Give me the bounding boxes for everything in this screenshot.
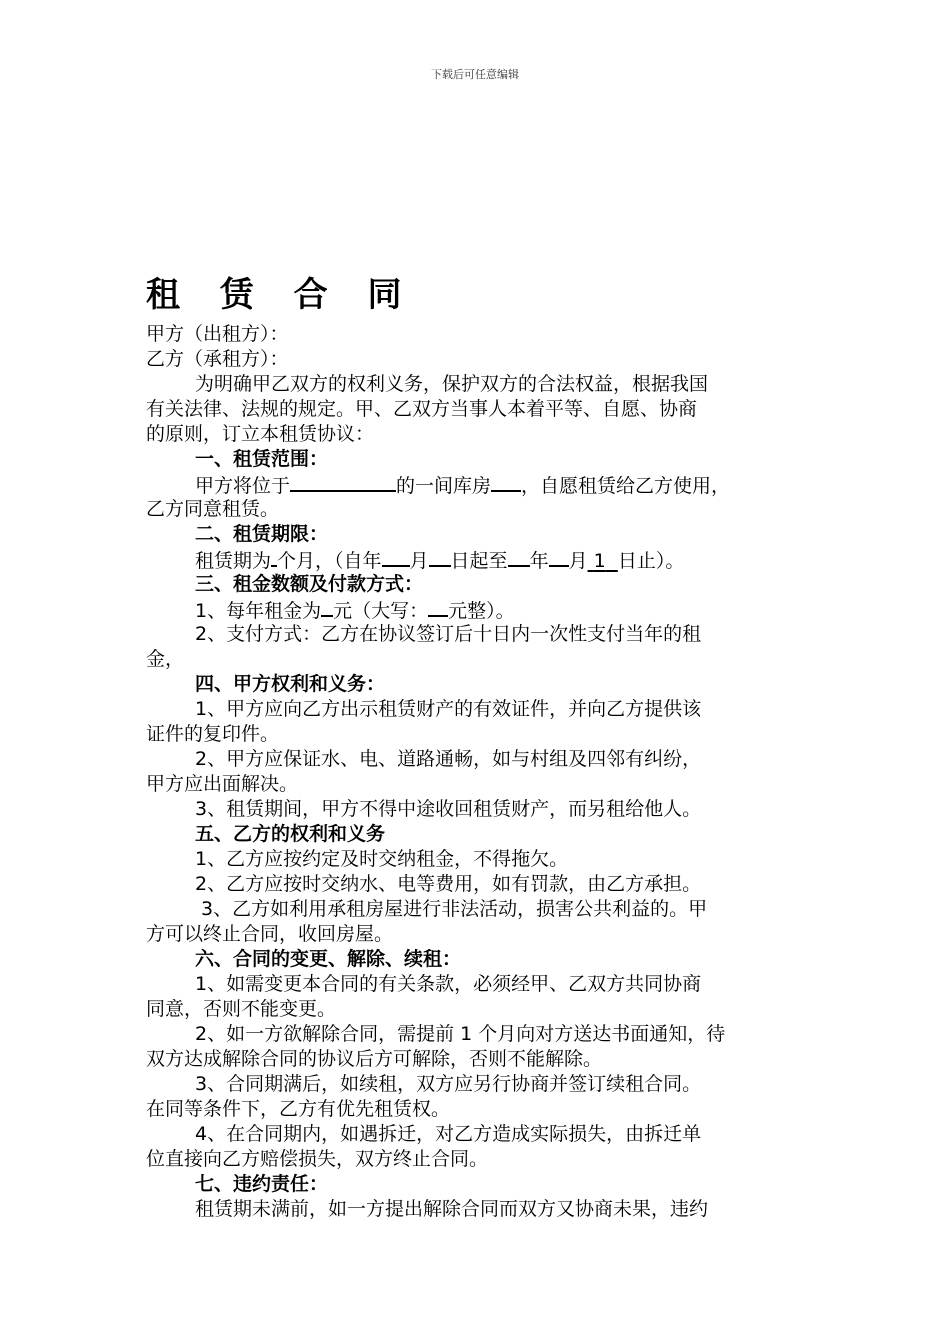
section-5-item-1: 1、乙方应按约定及时交纳租金，不得拖欠。 bbox=[195, 848, 569, 870]
document-title: 租 赁 合 同 bbox=[146, 275, 416, 315]
header-note: 下载后可任意编辑 bbox=[431, 68, 519, 81]
section-7-para-1: 租赁期未满前，如一方提出解除合同而双方又协商未果，违约 bbox=[195, 1198, 709, 1220]
section-3-item-2-line-1: 2、支付方式：乙方在协议签订后十日内一次性支付当年的租 bbox=[195, 623, 702, 645]
section-6-heading: 六、合同的变更、解除、续租： bbox=[195, 948, 462, 970]
section-6-item-3-line-1: 3、合同期满后，如续租，双方应另行协商并签订续租合同。 bbox=[195, 1073, 702, 1095]
section-6-item-4-line-2: 位直接向乙方赔偿损失，双方终止合同。 bbox=[146, 1148, 489, 1170]
section-3-heading: 三、租金数额及付款方式： bbox=[195, 573, 424, 595]
party-b-line: 乙方（承租方）： bbox=[146, 348, 289, 370]
end-day-value: 1 bbox=[593, 550, 606, 572]
location-blank bbox=[290, 472, 396, 492]
section-6-item-1-line-2: 同意，否则不能变更。 bbox=[146, 998, 337, 1020]
section-6-item-2-line-2: 双方达成解除合同的协议后方可解除，否则不能解除。 bbox=[146, 1048, 603, 1070]
intro-line-2: 有关法律、法规的规定。甲、乙双方当事人本着平等、自愿、协商 bbox=[146, 398, 698, 420]
section-4-item-3: 3、租赁期间，甲方不得中途收回租赁财产，而另租给他人。 bbox=[195, 798, 702, 820]
section-4-item-2-line-2: 甲方应出面解决。 bbox=[146, 773, 299, 795]
section-5-item-3-line-1: 3、乙方如利用承租房屋进行非法活动，损害公共利益的。甲 bbox=[195, 898, 708, 920]
section-3-item-1: 1、每年租金为 元（大写： 元整）。 bbox=[146, 597, 806, 622]
section-3-item-2-line-2: 金， bbox=[146, 648, 185, 670]
section-5-heading: 五、乙方的权利和义务 bbox=[195, 823, 386, 845]
section-4-heading: 四、甲方权利和义务： bbox=[195, 673, 386, 695]
section-7-heading: 七、违约责任： bbox=[195, 1173, 329, 1195]
section-6-item-1-line-1: 1、如需变更本合同的有关条款，必须经甲、乙双方共同协商 bbox=[195, 973, 702, 995]
section-4-item-2-line-1: 2、甲方应保证水、电、道路通畅，如与村组及四邻有纠纷， bbox=[195, 748, 702, 770]
section-1-heading: 一、租赁范围： bbox=[195, 448, 329, 470]
section-1-para-2: 乙方同意租赁。 bbox=[146, 498, 280, 520]
section-1-para-1: 甲方将位于 的一间库房 ，自愿租赁给乙方使用， bbox=[146, 472, 806, 497]
party-a-line: 甲方（出租方）： bbox=[146, 323, 289, 345]
intro-line-1: 为明确甲乙双方的权利义务，保护双方的合法权益，根据我国 bbox=[195, 373, 709, 395]
section-4-item-1-line-2: 证件的复印件。 bbox=[146, 723, 280, 745]
section-5-item-3-line-2: 方可以终止合同，收回房屋。 bbox=[146, 923, 394, 945]
contract-body bbox=[146, 322, 806, 1222]
section-6-item-3-line-2: 在同等条件下，乙方有优先租赁权。 bbox=[146, 1098, 451, 1120]
section-6-item-4-line-1: 4、在合同期内，如遇拆迁，对乙方造成实际损失，由拆迁单 bbox=[195, 1123, 702, 1145]
warehouse-number-blank bbox=[491, 472, 521, 492]
intro-line-3: 的原则，订立本租赁协议： bbox=[146, 423, 375, 445]
section-2-heading: 二、租赁期限： bbox=[195, 523, 329, 545]
section-4-item-1-line-1: 1、甲方应向乙方出示租赁财产的有效证件，并向乙方提供该 bbox=[195, 698, 702, 720]
section-6-item-2-line-1: 2、如一方欲解除合同，需提前 1 个月向对方送达书面通知，待 bbox=[195, 1023, 726, 1045]
section-5-item-2: 2、乙方应按时交纳水、电等费用，如有罚款，由乙方承担。 bbox=[195, 873, 702, 895]
section-2-term-line: 租赁期为 个月，（自年 月 日起至 年 月 1 日止）。 bbox=[146, 547, 806, 572]
